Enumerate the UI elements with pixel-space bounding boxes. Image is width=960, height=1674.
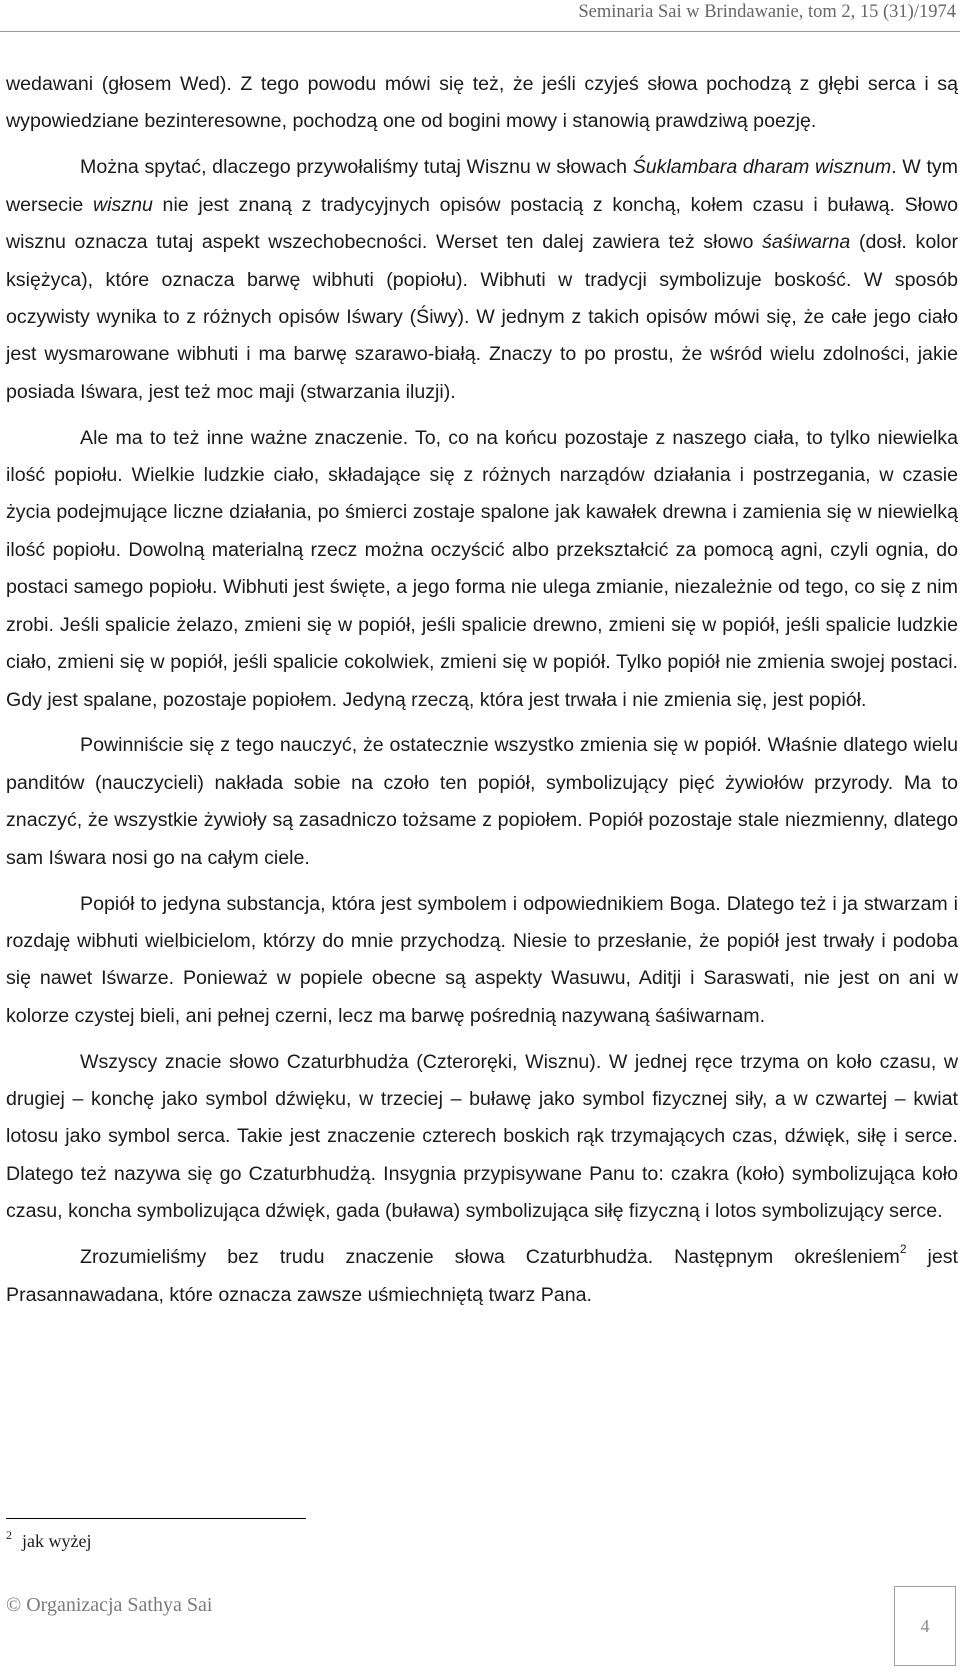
italic-term: śaśiwarna [762,231,851,254]
footnote-text: jak wyżej [22,1531,92,1551]
footnote [6,1528,91,1552]
header-divider [0,31,960,32]
page-header [0,0,960,30]
text-run: Wszyscy znacie słowo Czaturbhudża (Czteroręki, Wisznu). W jednej ręce trzyma on koło czasu, w drugiej – konchę jako symbol dźwięku, w trzeciej – buławę jako symbol fizycznej siły, a w czwartej – kwiat lotosu jako symbol serca. Takie jest znaczenie czterech boskich rąk trzymających czas, dźwięk, siłę i serce. Dlatego też nazywa się go Czaturbhudżą. Insygnia przypisywane Panu to: czakra (koło) symbolizująca koło czasu, koncha symbolizująca dźwięk, gada (buława) symbolizująca siłę fizyczną i lotos symbolizujący serce. [6,1050,958,1223]
document-body [6,66,958,1314]
footnote-ref: 2 [899,1242,907,1257]
text-run: jest Prasannawadana, które oznacza zawsze uśmiechniętą twarz Pana. [6,1246,958,1306]
paragraph-p6 [6,1044,958,1231]
text-run: Powinniście się z tego nauczyć, że ostatecznie wszystko zmienia się w popiół. Właśnie dlatego wielu panditów (nauczycieli) nakłada sobie na czoło ten popiół, symbolizujący pięć żywiołów przyrody. Ma to znaczyć, że wszystkie żywioły są zasadniczo tożsame z popiołem. Popiół pozostaje stale niezmienny, dlatego sam Iśwara nosi go na całym ciele. [6,734,958,869]
page-number-box [894,1586,956,1666]
running-header-title: Seminaria Sai w Brindawanie, tom 2, 15 (31)/1974 [578,2,956,22]
paragraph-p1 [6,66,958,141]
paragraph-p3 [6,420,958,719]
page-number: 4 [920,1615,930,1636]
text-run: Można spytać, dlaczego przywołaliśmy tutaj Wisznu w słowach [80,156,633,179]
footnote-number: 2 [6,1528,12,1542]
paragraph-p7 [6,1239,958,1314]
paragraph-p4 [6,727,958,877]
italic-term: wisznu [92,193,153,216]
text-run: (dosł. kolor księżyca), które oznacza barwę wibhuti (popiołu). Wibhuti w tradycji symbolizuje boskość. W sposób oczywisty wynika to z różnych opisów Iśwary (Śiwy). W jednym z takich opisów mówi się, że całe jego ciało jest wysmarowane wibhuti i ma barwę szarawo-białą. Znaczy to po prostu, że wśród wielu zdolności, jakie posiada Iśwara, jest też moc maji (stwarzania iluzji). [6,231,958,403]
text-run: Popiół to jedyna substancja, która jest symbolem i odpowiednikiem Boga. Dlatego też i ja stwarzam i rozdaję wibhuti wielbicielom, którzy do mnie przychodzą. Niesie to przesłanie, że popiół jest trwały i podoba się nawet Iśwarze. Ponieważ w popiele obecne są aspekty Wasuwu, Aditji i Saraswati, nie jest on ani w kolorze czystej bieli, ani pełnej czerni, lecz ma barwę pośrednią nazywaną śaśiwarnam. [6,892,958,1027]
text-run: Zrozumieliśmy bez trudu znaczenie słowa Czaturbhudża. Następnym określeniem [80,1246,900,1269]
text-run: wedawani (głosem Wed). Z tego powodu mówi się też, że jeśli czyjeś słowa pochodzą z głębi serca i są wypowiedziane bezinteresowne, pochodzą one od bogini mowy i stanowią prawdziwą poezję. [6,73,958,133]
text-run: nie jest znaną z tradycyjnych opisów postacią z konchą, kołem czasu i buławą. Słowo wisznu oznacza tutaj aspekt wszechobecności. Werset ten dalej zawiera też słowo [6,193,958,254]
footnote-divider [6,1518,306,1519]
paragraph-p2 [6,149,958,411]
text-run: Ale ma to też inne ważne znaczenie. To, co na końcu pozostaje z naszego ciała, to tylko niewielka ilość popiołu. Wielkie ludzkie ciało, składające się z różnych narządów działania i postrzegania, w czasie życia podejmujące liczne działania, po śmierci zostaje spalone jak kawałek drewna i zamienia się w niewielką ilość popiołu. Dowolną materialną rzecz można oczyścić albo przekształcić za pomocą agni, czyli ognia, do postaci samego popiołu. Wibhuti jest święte, a jego forma nie ulega zmianie, niezależnie od tego, co się z nim zrobi. Jeśli spalicie żelazo, zmieni się w popiół, jeśli spalicie drewno, zmieni się w popiół, jeśli spalicie ludzkie ciało, zmieni się w popiół, jeśli spalicie cokolwiek, zmieni się w popiół. Tylko popiół nie zmienia swojej postaci. Gdy jest spalane, pozostaje popiołem. Jedyną rzeczą, która jest trwała i nie zmienia się, jest popiół. [6,426,958,711]
footer-copyright: © Organizacja Sathya Sai [6,1594,213,1616]
text-run: . W tym wersecie [6,156,959,216]
italic-term: Śuklambara dharam wisznum [632,156,892,179]
paragraph-p5 [6,886,958,1036]
